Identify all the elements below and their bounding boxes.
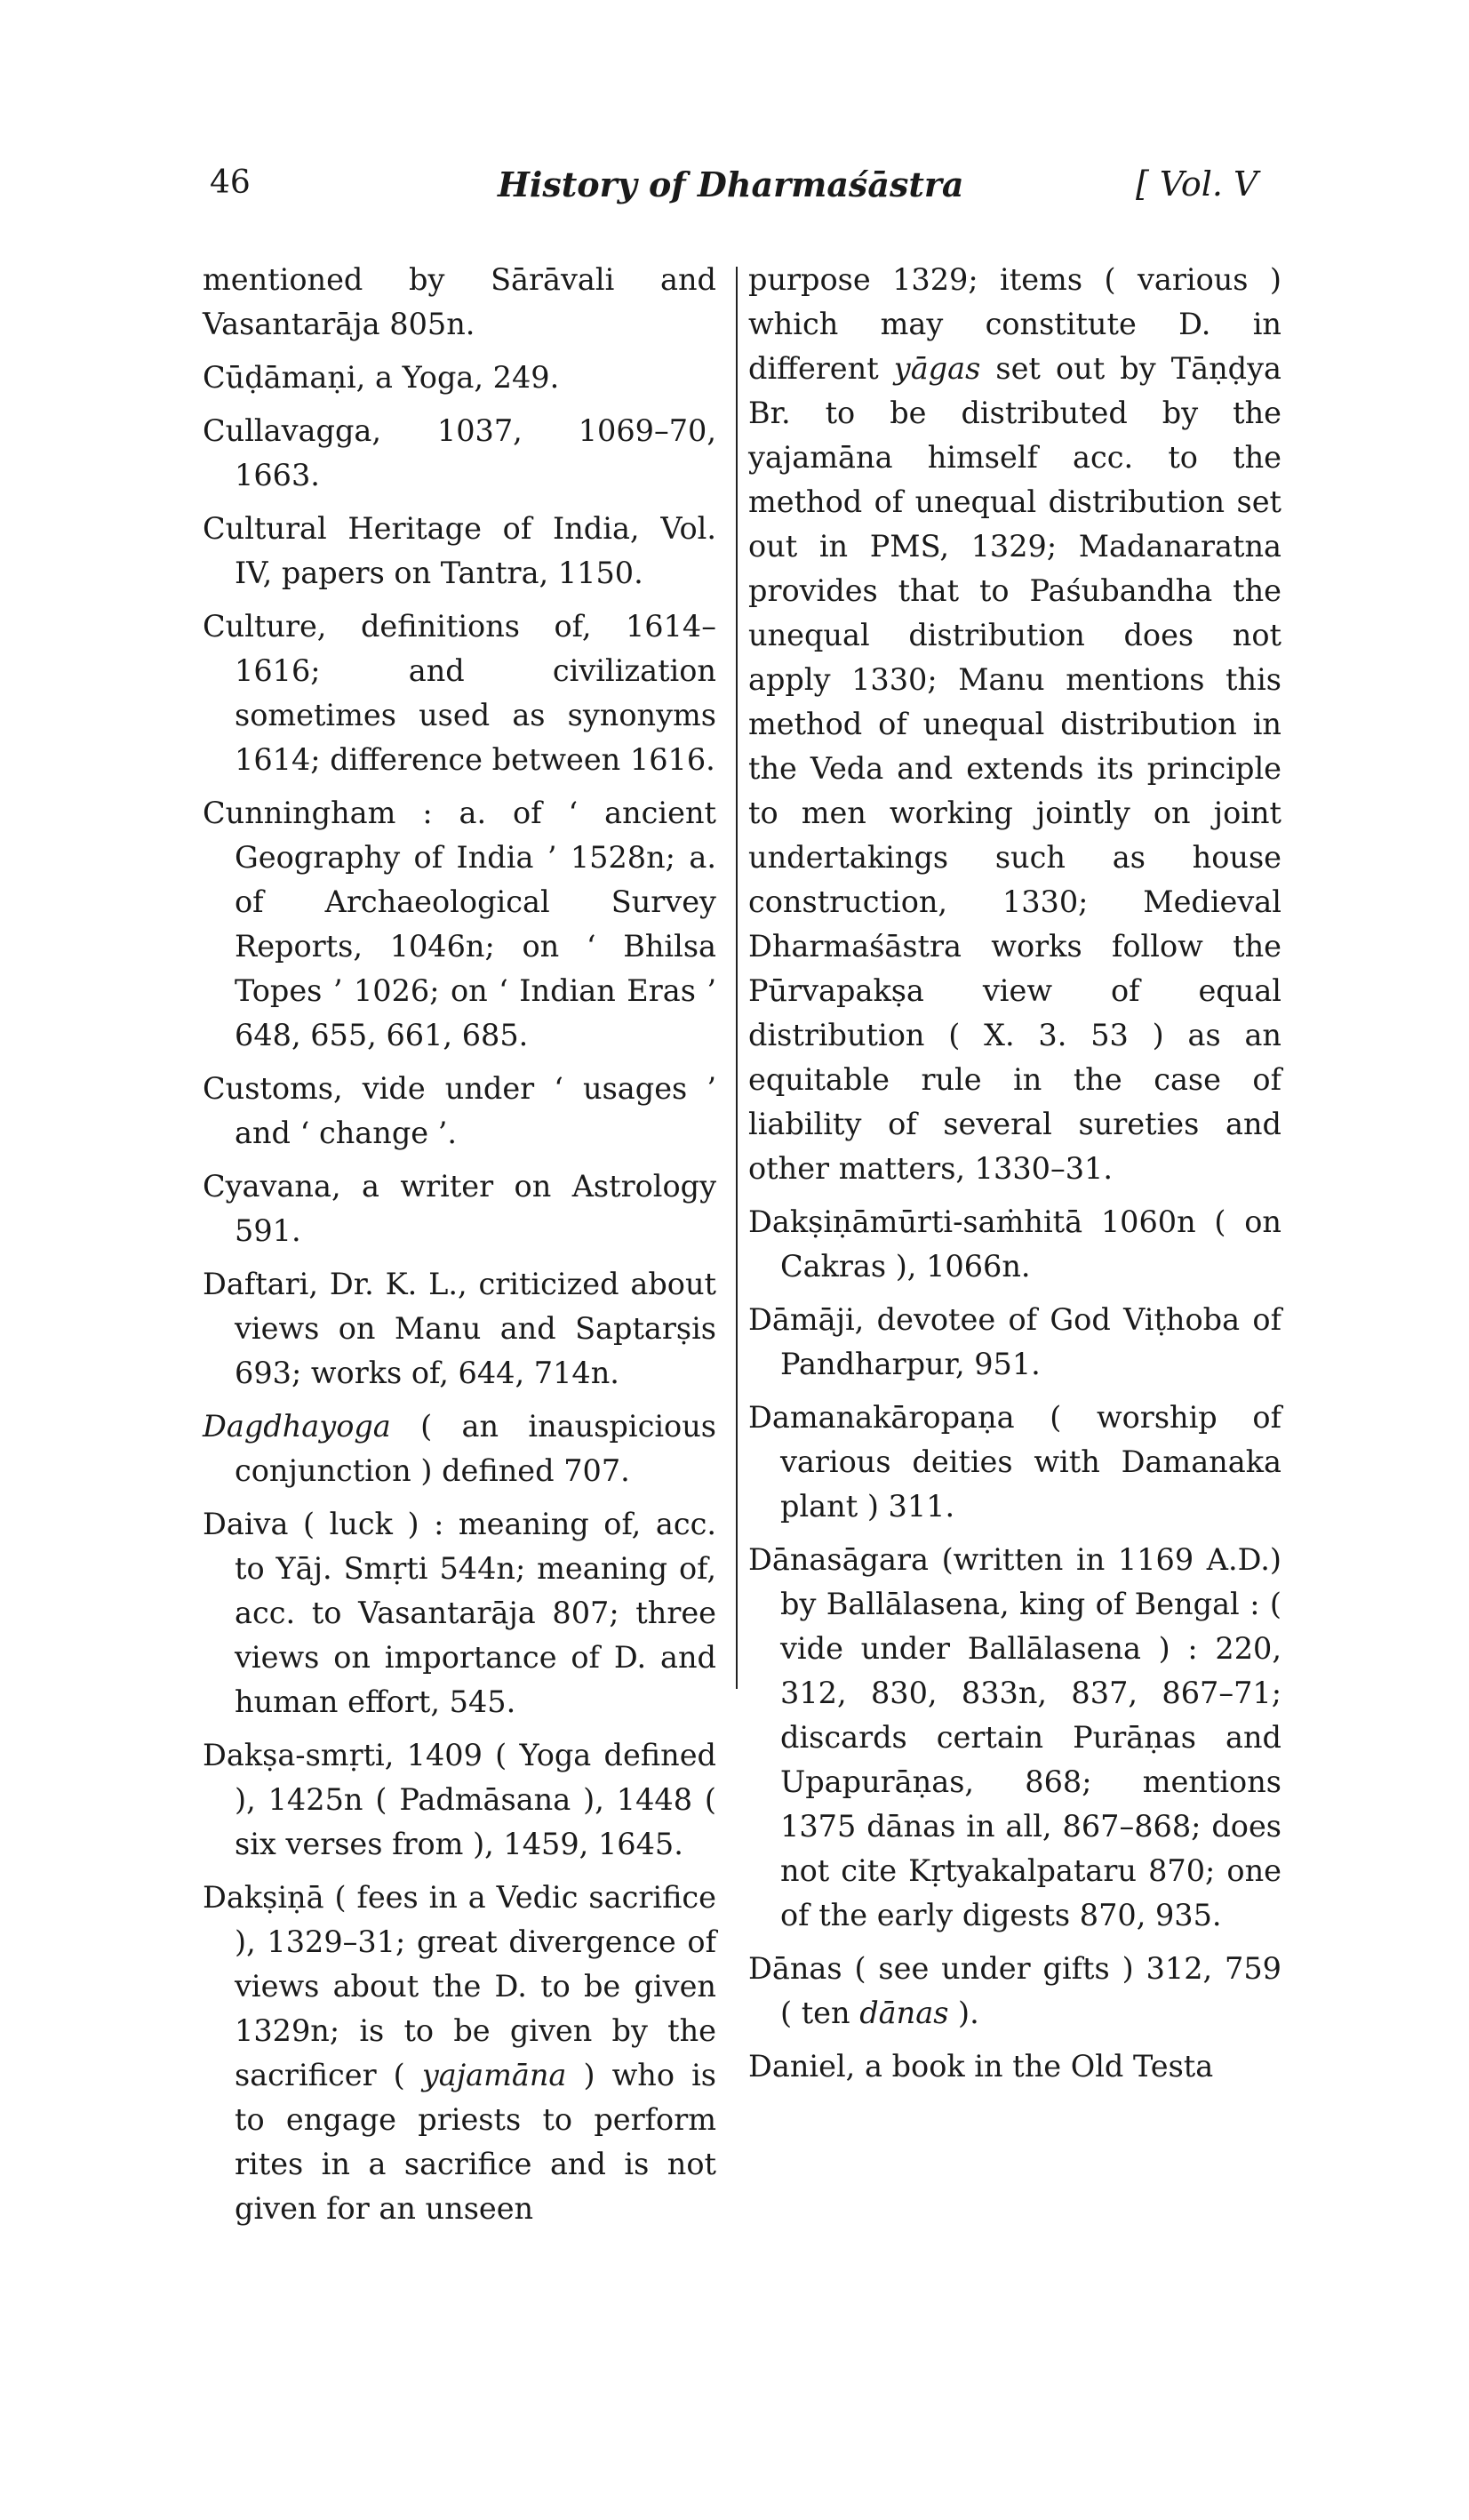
index-entry: Cultural Heritage of India, Vol. IV, papers on Tantra, 1150. [203,511,716,590]
entry-text: ). [948,1996,979,2030]
index-entry: Cūḍāmaṇi, a Yoga, 249. [203,360,560,395]
italic-term: Dagdhayoga [203,1409,391,1444]
entry-text: Dānas ( see under gifts ) 312, 759 ( ten [748,1951,1281,2030]
index-entry: Dāmāji, devotee of God Viṭhoba of Pandharpur, 951. [748,1302,1281,1381]
running-title: History of Dharmaśāstra [498,164,964,204]
index-entry: Damanakāropaṇa ( worship of various deities with Damanaka plant ) 311. [748,1400,1281,1524]
index-entry: Daftari, Dr. K. L., criticized about views on Manu and Saptarṣis 693; works of, 644, 714n. [203,1267,716,1390]
index-entry [748,258,1281,1191]
index-entry: Cyavana, a writer on Astrology 591. [203,1169,716,1248]
index-entry: Dakṣiṇāmūrti-saṁhitā 1060n ( on Cakras ), 1066n. [748,1204,1281,1284]
italic-term: yāgas [893,351,981,386]
volume-label: [ Vol. V [1136,164,1258,204]
index-entry: Dakṣa-smṛti, 1409 ( Yoga defined ), 1425n ( Padmāsana ), 1448 ( six verses from ), 1459, 1645. [203,1738,716,1861]
italic-term: yajamāna [421,2058,567,2092]
entry-text: Dakṣiṇā ( fees in a Vedic sacrifice ), 1329–31; great divergence of views about the D. to be given 1329n; is to be given by the sacrificer ( [203,1880,716,2092]
index-entry [203,1404,716,1493]
index-entry: Culture, definitions of, 1614–1616; and civilization sometimes used as synonyms 1614; difference between 1616. [203,609,716,777]
entry-text: purpose 1329; items ( various ) which may constitute D. in different [748,262,1281,386]
index-entry [203,1876,716,2231]
index-entry: Cullavagga, 1037, 1069–70, 1663. [203,413,716,492]
index-entry: Daniel, a book in the Old Testa [748,2049,1214,2084]
index-entry: Dānasāgara (written in 1169 A.D.) by Ballālasena, king of Bengal : ( vide under Ballālasena ) : 220, 312, 830, 833n, 837, 867–71; discards certain Purāṇas and Upapurāṇas, 868; mentions 1375 dānas in all, 867–868; does not cite Kṛtyakalpataru 870; one of the early digests 870, 935. [748,1542,1281,1932]
index-entry: Daiva ( luck ) : meaning of, acc. to Yāj. Smṛti 544n; meaning of, acc. to Vasantarāja 807; three views on importance of D. and human effort, 545. [203,1507,716,1719]
index-entry: Cunningham : a. of ‘ ancient Geography of India ’ 1528n; a. of Archaeological Survey Reports, 1046n; on ‘ Bhilsa Topes ’ 1026; on ‘ Indian Eras ’ 648, 655, 661, 685. [203,796,716,1052]
right-column [748,258,1281,2098]
entry-text: ) who is to engage priests to perform rites in a sacrifice and is not given for an unseen [235,2058,716,2226]
entry-text: set out by Tāṇḍya Br. to be distributed by the yajamāna himself acc. to the method of unequal distribution set out in PMS, 1329; Madanaratna provides that to Paśubandha the unequal distribution does not apply 1330; Manu mentions this method of unequal distribution in the Veda and extends its principle to men working jointly on joint undertakings such as house construction, 1330; Medieval Dharmaśāstra works follow the Pūrvapakṣa view of equal distribution ( X. 3. 53 ) as an equitable rule in the case of liability of several sureties and other matters, 1330–31. [748,351,1281,1186]
entry-text: ( an inauspicious conjunction ) defined 707. [235,1409,716,1488]
index-entry: Customs, vide under ‘ usages ’ and ‘ change ’. [203,1071,716,1150]
index-entry: mentioned by Sārāvali and Vasantarāja 805n. [203,262,716,341]
left-column [203,258,716,2240]
italic-term: dānas [859,1996,949,2030]
page-header [0,164,1469,218]
index-entry [748,1947,1281,2036]
column-divider [736,267,738,1689]
page-number: 46 [210,164,251,201]
